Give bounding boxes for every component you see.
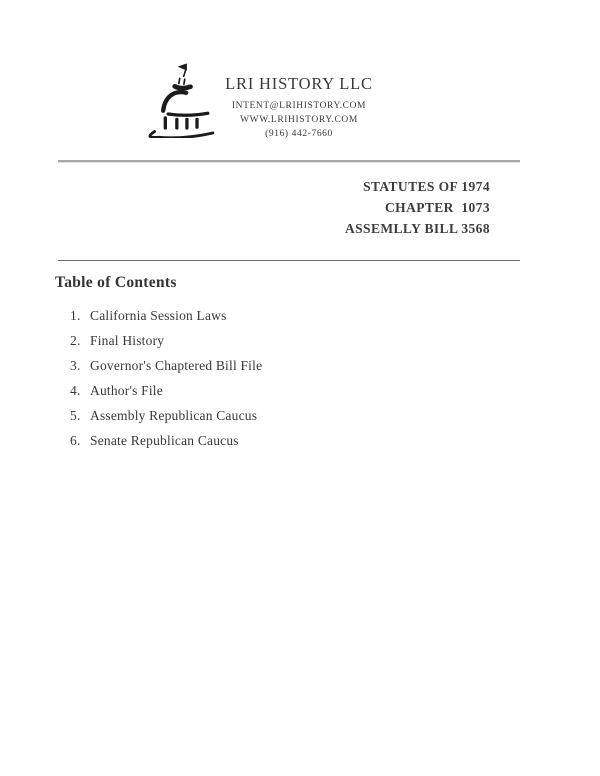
toc-item-number: 5.	[70, 408, 81, 423]
chapter-line: CHAPTER 1073	[385, 200, 490, 215]
toc-item-label: Senate Republican Caucus	[90, 433, 239, 448]
toc-item-number: 1.	[70, 308, 81, 323]
toc-item-label: California Session Laws	[90, 308, 227, 323]
toc-item-number: 6.	[70, 433, 81, 448]
statutes-line: STATUTES OF 1974	[363, 179, 490, 194]
toc-item-label: Final History	[90, 333, 165, 348]
phone-line: (916) 442-7660	[265, 129, 333, 139]
toc-item	[70, 308, 262, 323]
bill-line: ASSEMLLY BILL 3568	[344, 221, 490, 236]
top-divider	[58, 160, 520, 162]
website-line: WWW.LRIHISTORY.COM	[240, 115, 358, 125]
capitol-dome-icon	[143, 62, 215, 138]
toc-item-label: Assembly Republican Caucus	[90, 408, 258, 423]
toc-item	[70, 333, 262, 348]
bill-identification	[345, 176, 490, 239]
middle-divider	[58, 260, 520, 261]
toc-item-label: Governor's Chaptered Bill File	[90, 358, 263, 373]
toc-item-number: 3.	[70, 358, 81, 373]
email-line: INTENT@LRIHISTORY.COM	[231, 101, 367, 111]
toc-item-label: Author's File	[90, 383, 163, 398]
toc-title: Table of Contents	[55, 274, 177, 291]
toc-item	[70, 358, 262, 373]
toc-item-number: 2.	[70, 333, 81, 348]
letterhead-text	[214, 74, 384, 141]
company-name: LRI HISTORY LLC	[225, 74, 373, 93]
toc-item-number: 4.	[70, 383, 81, 398]
toc-item	[70, 408, 262, 423]
toc-list	[70, 308, 262, 458]
contact-info	[214, 99, 384, 141]
toc-item	[70, 433, 262, 448]
toc-item	[70, 383, 262, 398]
